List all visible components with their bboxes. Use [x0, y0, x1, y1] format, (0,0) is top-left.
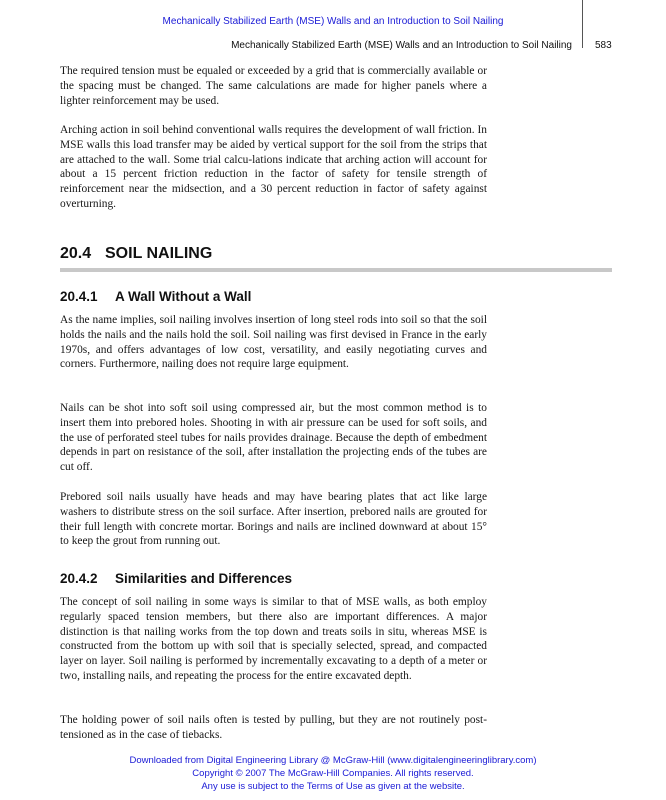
footer-copyright: Copyright © 2007 The McGraw-Hill Companies. All rights reserved.	[192, 768, 474, 779]
subsection-heading-2	[60, 571, 292, 586]
subsection-number: 20.4.1	[60, 289, 98, 304]
header-divider	[582, 0, 583, 48]
subsection-title: A Wall Without a Wall	[115, 289, 252, 304]
section-number: 20.4	[60, 245, 92, 262]
running-head: Mechanically Stabilized Earth (MSE) Walls and an Introduction to Soil Nailing	[231, 40, 572, 51]
paragraph-nail-installation: Nails can be shot into soft soil using compressed air, but the most common method is to insert them into prebored holes. Shooting in with air pressure can be used for soft soils, and the use of perforated steel tubes for nails provides drainage. Because the depth of embedment depends in part on resistance of the soil, after installation the projecting ends of the tubes are cut off.	[60, 402, 487, 474]
section-rule	[60, 268, 612, 272]
section-title: SOIL NAILING	[105, 245, 213, 262]
footer-terms-link[interactable]: Any use is subject to the Terms of Use as given at the website.	[201, 781, 465, 792]
paragraph-tension: The required tension must be equaled or exceeded by a grid that is commercially available or the spacing must be changed. The same calculations are made for higher panels where a lighter reinforcement may be used.	[60, 65, 487, 107]
page-number: 583	[595, 40, 612, 51]
footer-download-link[interactable]: Downloaded from Digital Engineering Library @ McGraw-Hill (www.digitalengineeringlibrary.com)	[129, 755, 537, 766]
paragraph-similarities: The concept of soil nailing in some ways is similar to that of MSE walls, as both employ regularly spaced tension members, but there also are important differences. A major distinction is that nailing works from the top down and treats soils in situ, whereas MSE is constructed from the bottom up with soil that is specially selected, spread, and compacted layer on layer. Soil nailing is performed by incrementally excavating to a depth of a meter or two, installing nails, and repeating the process for the entire excavated depth.	[60, 596, 487, 682]
subsection-title: Similarities and Differences	[115, 571, 293, 586]
subsection-heading-1	[60, 289, 251, 304]
subsection-number: 20.4.2	[60, 571, 98, 586]
section-heading	[60, 245, 212, 263]
paragraph-intro-nailing: As the name implies, soil nailing involves insertion of long steel rods into soil so that the soil holds the nails and the nails hold the soil. Soil nailing was first devised in France in the early 1970s, and offers advantages of low cost, versatility, and easily negotiating curves and corners. Furthermore, nailing does not require large equipment.	[60, 314, 487, 371]
paragraph-arching: Arching action in soil behind conventional walls requires the development of wall friction. In MSE walls this load transfer may be aided by vertical support for the soil from the strips that are attached to the wall. Some trial calcu-lations indicate that arching action will account for about a 15 percent friction reduction in the factor of safety for tensile strength of reinforcement near the midsection, and a 30 percent reduction in factor of safety against overturning.	[60, 124, 487, 210]
paragraph-prebored-nails: Prebored soil nails usually have heads and may have bearing plates that act like large washers to distribute stress on the soil surface. After insertion, prebored nails are grouted for their full length with concrete mortar. Borings and nails are inclined downward at about 15° to keep the grout from running out.	[60, 491, 487, 548]
paragraph-holding-power: The holding power of soil nails often is tested by pulling, but they are not routinely post-tensioned as in the case of tiebacks.	[60, 714, 487, 741]
source-banner: Mechanically Stabilized Earth (MSE) Walls and an Introduction to Soil Nailing	[162, 16, 504, 27]
